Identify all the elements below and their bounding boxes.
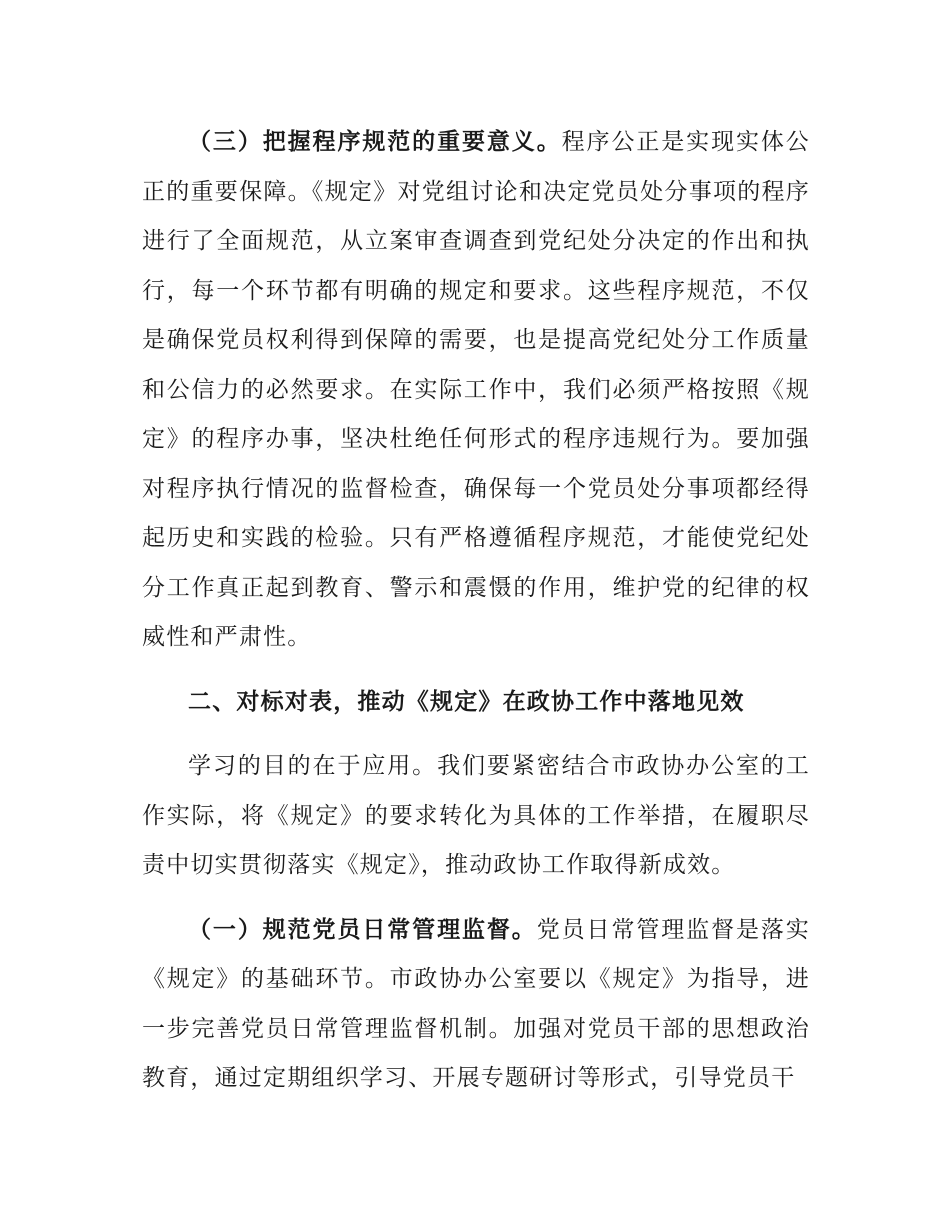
paragraph-lead-heading: （一）规范党员日常管理监督。 [188,916,537,943]
paragraph-application [142,742,810,891]
paragraph-body-text: 党员日常管理监督是落实《规定》的基础环节。市政协办公室要以《规定》为指导，进一步完善党员日常管理监督机制。加强对党员干部的思想政治教育，通过定期组织学习、开展专题研讨等形式，引导党员干 [142,916,810,1091]
section-heading: 二、对标对表，推动《规定》在政协工作中落地见效 [188,688,745,715]
paragraph-program-norms [142,118,810,663]
paragraph-body-text: 程序公正是实现实体公正的重要保障。《规定》对党组讨论和决定党员处分事项的程序进行了全面规范，从立案审查调查到党纪处分决定的作出和执行，每一个环节都有明确的规定和要求。这些程序规范，不仅是确保党员权利得到保障的需要，也是提高党纪处分工作质量和公信力的必然要求。在实际工作中，我们必须严格按照《规定》的程序办事，坚决杜绝任何形式的程序违规行为。要加强对程序执行情况的监督检查，确保每一个党员处分事项都经得起历史和实践的检验。只有严格遵循程序规范，才能使党纪处分工作真正起到教育、警示和震慑的作用，维护党的纪律的权威性和严肃性。 [142,129,811,650]
paragraph-body-text: 学习的目的在于应用。我们要紧密结合市政协办公室的工作实际，将《规定》的要求转化为具体的工作举措，在履职尽责中切实贯彻落实《规定》，推动政协工作取得新成效。 [142,753,810,878]
document-page [142,118,810,1104]
paragraph-lead-heading: （三）把握程序规范的重要意义。 [188,129,562,155]
paragraph-member-supervision [142,906,810,1104]
